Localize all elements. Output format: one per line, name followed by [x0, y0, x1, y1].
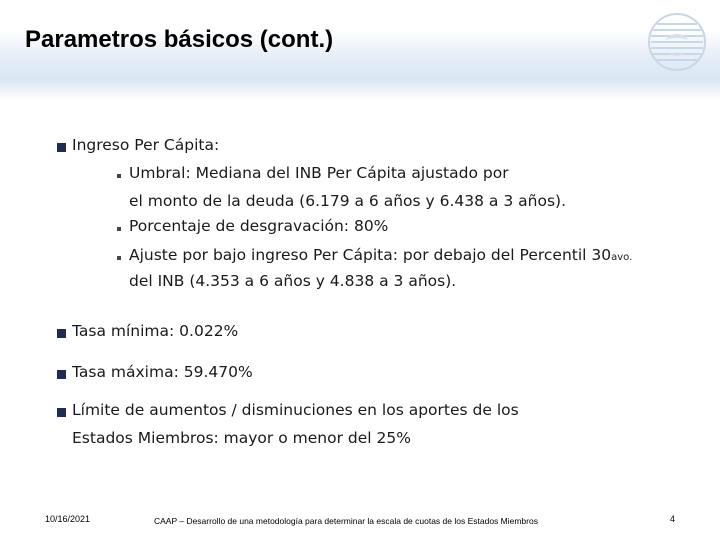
footer-page-number: 4	[670, 514, 676, 524]
sub-bullet-porcentaje: Porcentaje de desgravación: 80%	[129, 217, 389, 235]
ajuste-text: Ajuste por bajo ingreso Per Cápita: por debajo del Percentil 30	[129, 246, 612, 264]
sub-bullet-marker	[117, 174, 121, 178]
oas-emblem-icon	[645, 10, 709, 74]
sub-bullet-marker	[117, 227, 121, 231]
bullet-tasa-minima: Tasa mínima: 0.022%	[72, 322, 239, 340]
bullet-tasa-maxima: Tasa máxima: 59.470%	[72, 363, 253, 381]
ajuste-superscript: avo.	[611, 252, 633, 263]
sub-bullet-umbral-line1: Umbral: Mediana del INB Per Cápita ajustado por	[129, 164, 509, 182]
bullet-marker	[57, 329, 66, 338]
bullet-limite-line1: Límite de aumentos / disminuciones en los aportes de los	[72, 401, 519, 419]
sub-bullet-marker	[117, 256, 121, 260]
bullet-marker	[57, 143, 66, 152]
footer-date: 10/16/2021	[45, 514, 91, 524]
bullet-marker	[57, 370, 66, 379]
slide-title: Parametros básicos (cont.)	[25, 26, 334, 53]
sub-bullet-ajuste-line2: del INB (4.353 a 6 años y 4.838 a 3 años).	[129, 272, 457, 290]
footer-caption: CAAP – Desarrollo de una metodología para determinar la escala de cuotas de los Estados Miembros	[154, 516, 538, 526]
sub-bullet-ajuste-line1	[129, 246, 632, 264]
bullet-ingreso: Ingreso Per Cápita:	[72, 136, 220, 154]
bullet-limite-line2: Estados Miembros: mayor o menor del 25%	[72, 429, 411, 447]
bullet-marker	[57, 408, 66, 417]
sub-bullet-umbral-line2: el monto de la deuda (6.179 a 6 años y 6.438 a 3 años).	[129, 192, 566, 210]
